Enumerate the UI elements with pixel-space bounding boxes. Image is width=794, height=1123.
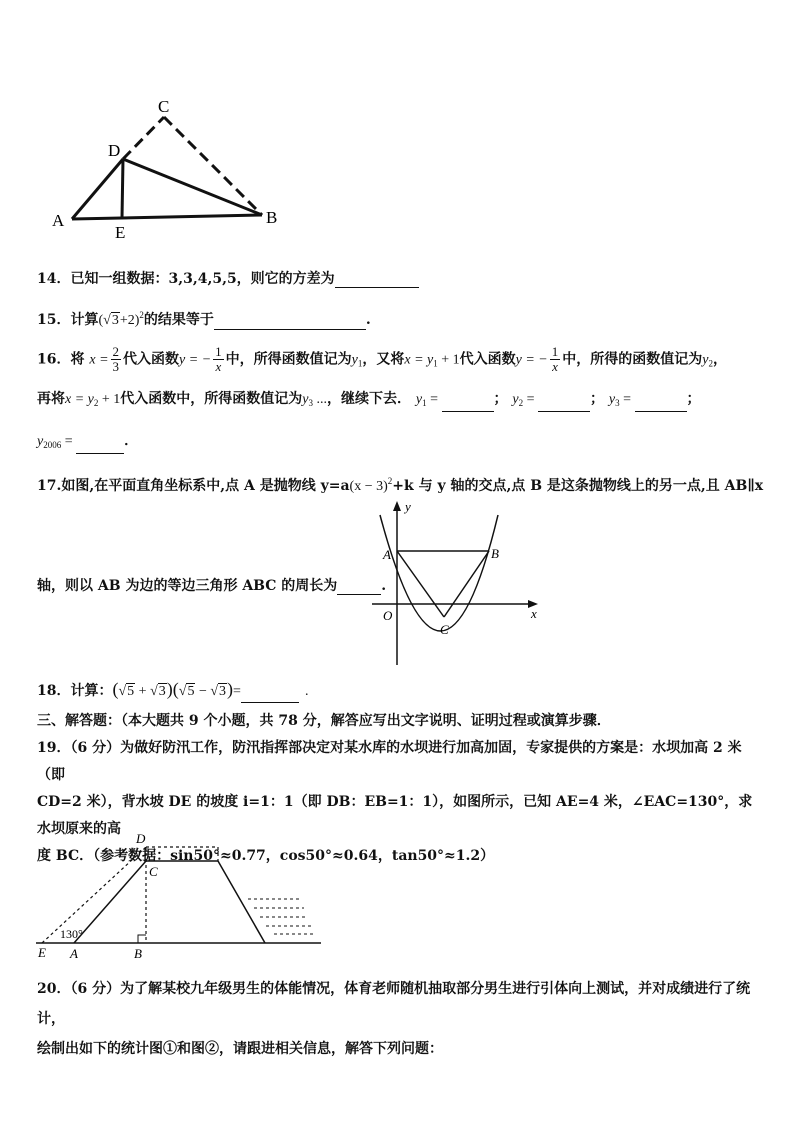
numerator: 2 <box>112 344 120 359</box>
radicand-3: 3 <box>158 684 166 699</box>
q17-text-d: +k 与 y 轴的交点,点 B 是这条抛物线上的另一点,且 AB∥x <box>392 478 764 494</box>
y-equals-neg-2: y = − <box>515 352 548 368</box>
x-equals: x = <box>89 352 109 368</box>
label-c: C <box>149 864 158 879</box>
question-16-line-3 <box>37 432 138 454</box>
plus: + <box>135 684 151 699</box>
answer-blank-15[interactable] <box>214 315 366 330</box>
y3-sub: 3 <box>308 398 313 408</box>
equals: = <box>523 392 538 407</box>
label-d: D <box>108 141 121 160</box>
label-a: A <box>52 211 65 230</box>
y2006-var: y <box>37 434 44 449</box>
semicolon: ； <box>686 391 701 407</box>
plus-one-b: + 1 <box>98 392 121 407</box>
fraction-one-over-x <box>213 345 224 374</box>
q17-expr: (x − 3) <box>349 479 388 494</box>
ans-y3-sub: 3 <box>615 398 620 408</box>
q16-text-e: 代入函数 <box>459 351 516 368</box>
right-angle-mark <box>138 935 146 943</box>
y-axis-arrow <box>393 501 401 511</box>
label-a: A <box>383 547 391 562</box>
y3-var: y <box>302 392 309 407</box>
numerator: 1 <box>215 344 222 359</box>
question-15 <box>37 306 371 330</box>
q16-text-l2c: ，继续下去． <box>327 391 411 407</box>
front-slope <box>218 861 265 943</box>
fraction-one-over-x-2 <box>550 345 561 374</box>
label-y: y <box>405 499 411 514</box>
q16-text-a: 16．将 <box>37 351 85 368</box>
answer-blank-y2006[interactable] <box>76 439 124 454</box>
exponent: 2 <box>139 310 144 320</box>
minus: − <box>195 684 211 699</box>
label-c: C <box>158 97 170 116</box>
y1-sub: 1 <box>357 358 363 369</box>
expr-rest: +2) <box>119 313 140 328</box>
ans-y2-sub: 2 <box>518 398 524 408</box>
label-c: C <box>440 622 449 637</box>
equals: = <box>61 434 77 449</box>
equals: = <box>233 684 241 699</box>
label-b: B <box>491 546 499 561</box>
denominator: x <box>215 359 222 374</box>
x-equals-y1: x = y <box>404 352 434 368</box>
y1-var: y <box>351 352 358 368</box>
question-17-line-1 <box>37 472 763 496</box>
question-18 <box>37 678 308 703</box>
paren-open: ( <box>112 679 119 699</box>
answer-blank-y2[interactable] <box>538 397 590 412</box>
q17-text-line2: 轴，则以 AB 为边的等边三角形 ABC 的周长为 <box>37 578 338 594</box>
y2006-sub: 2006 <box>43 440 62 450</box>
sqrt-3: √3 <box>103 313 119 328</box>
ans-y3: y <box>608 392 616 407</box>
y2-sub: 2 <box>708 358 713 369</box>
question-16-line-1 <box>37 345 727 378</box>
ans-y1: y <box>415 392 423 407</box>
q16-text-l2b: 代入函数中，所得函数值记为 <box>120 391 303 407</box>
parabola-figure-17 <box>372 497 548 669</box>
x-equals-y2: x = y <box>65 392 94 407</box>
segment-dc <box>123 117 164 159</box>
label-b: B <box>134 946 142 961</box>
paren-close: ) <box>166 679 173 699</box>
fraction-two-thirds <box>111 345 122 374</box>
slope-de <box>42 847 146 943</box>
segment-ac <box>397 551 444 617</box>
q20-line-1: 20．（6 分）为了解某校九年级男生的体能情况，体育老师随机抽取部分男生进行引体向上测试，并对成绩进行了统计， <box>37 981 751 1027</box>
section-3-heading: 三、解答题：（本大题共 9 个小题，共 78 分，解答应写出文字说明、证明过程或演算步骤． <box>37 713 611 729</box>
period: . <box>304 684 309 699</box>
q16-text-l2a: 再将 <box>37 391 65 407</box>
ans-y1-sub: 1 <box>422 398 427 408</box>
q16-text-f: 中，所得的函数值记为 <box>562 351 703 368</box>
radicand: 3 <box>111 313 119 328</box>
segment-ab <box>72 215 262 219</box>
paren-close-2: ) <box>227 679 234 699</box>
equals: = <box>426 392 442 407</box>
radicand-5-b: 5 <box>187 684 195 699</box>
label-d: D <box>136 831 146 846</box>
angle-label: 130° <box>60 927 83 941</box>
label-e: E <box>38 945 46 960</box>
dam-figure-19 <box>36 830 326 962</box>
q17-exponent: 2 <box>387 476 393 486</box>
label-x: x <box>531 606 537 621</box>
segment-cb <box>164 117 262 215</box>
period: ． <box>124 433 139 449</box>
sqrt-5-b: √5 <box>178 684 195 699</box>
denominator: 3 <box>112 359 120 374</box>
semicolon: ； <box>493 391 508 407</box>
label-o: O <box>383 608 393 623</box>
comma: ， <box>712 351 727 368</box>
question-17-line-2 <box>37 577 386 595</box>
y2-var: y <box>702 352 709 368</box>
question-14-text: 14．已知一组数据：3,3,4,5,5，则它的方差为 <box>37 271 335 287</box>
label-e: E <box>115 223 126 242</box>
period: . <box>365 312 371 328</box>
triangle-figure-13 <box>40 92 300 242</box>
semicolon: ； <box>590 391 604 407</box>
question-20 <box>37 974 759 1064</box>
sqrt-5: √5 <box>118 684 135 699</box>
q17-text-a: 17.如图,在平面直角坐标系中,点 A 是抛物线 y=a <box>37 478 350 494</box>
sqrt-3-b: √3 <box>210 684 227 699</box>
period: . <box>381 578 387 594</box>
q19-line-2: CD=2 米），背水坡 DE 的坡度 i=1：1（即 DB：EB=1：1），如图所示，已知 AE=4 米，∠EAC=130°，求水坝原来的高 <box>37 794 753 837</box>
segment-db <box>123 159 262 215</box>
numerator: 1 <box>551 344 559 359</box>
question-14 <box>37 270 419 288</box>
radicand-5: 5 <box>127 684 135 699</box>
y2-sub-b: 2 <box>93 398 99 408</box>
q18-prefix: 18．计算： <box>37 683 113 699</box>
answer-blank-18[interactable] <box>241 688 299 703</box>
q16-text-b: 代入函数 <box>123 351 180 368</box>
ellipsis: ... <box>313 392 327 407</box>
y1-sub-b: 1 <box>433 358 438 369</box>
answer-blank-14[interactable] <box>335 273 419 288</box>
paren-open-2: ( <box>172 679 179 699</box>
expr-open: ( <box>98 313 104 328</box>
equals: = <box>619 392 635 407</box>
question-15-suffix: 的结果等于 <box>143 312 214 328</box>
answer-blank-y3[interactable] <box>635 397 687 412</box>
answer-blank-y1[interactable] <box>442 397 494 412</box>
q20-line-2: 绘制出如下的统计图①和图②，请跟进相关信息，解答下列问题： <box>37 1041 443 1057</box>
y-equals-neg: y = − <box>179 352 212 368</box>
segment-ad <box>72 159 123 219</box>
sqrt-3: √3 <box>150 684 166 699</box>
label-a: A <box>70 946 78 961</box>
radicand-3-b: 3 <box>219 684 227 699</box>
ans-y2: y <box>512 392 519 407</box>
label-b: B <box>266 208 278 227</box>
q19-line-1: 19．（6 分）为做好防汛工作，防汛指挥部决定对某水库的水坝进行加高加固，专家提供的方案是：水坝加高 2 米（即 <box>37 740 742 783</box>
q16-text-c: 中，所得函数值记为 <box>225 351 352 368</box>
q19-line-3: 度 BC．（参考数据：sin50°≈0.77，cos50°≈0.64，tan50°≈1.2） <box>37 848 495 864</box>
denominator: x <box>552 359 558 374</box>
segment-de <box>122 159 123 218</box>
plus-one: + 1 <box>437 352 460 368</box>
slope-ac <box>74 861 146 943</box>
q16-text-d: ，又将 <box>362 351 405 368</box>
question-16-line-2 <box>37 390 701 412</box>
question-15-prefix: 15．计算 <box>37 312 99 328</box>
